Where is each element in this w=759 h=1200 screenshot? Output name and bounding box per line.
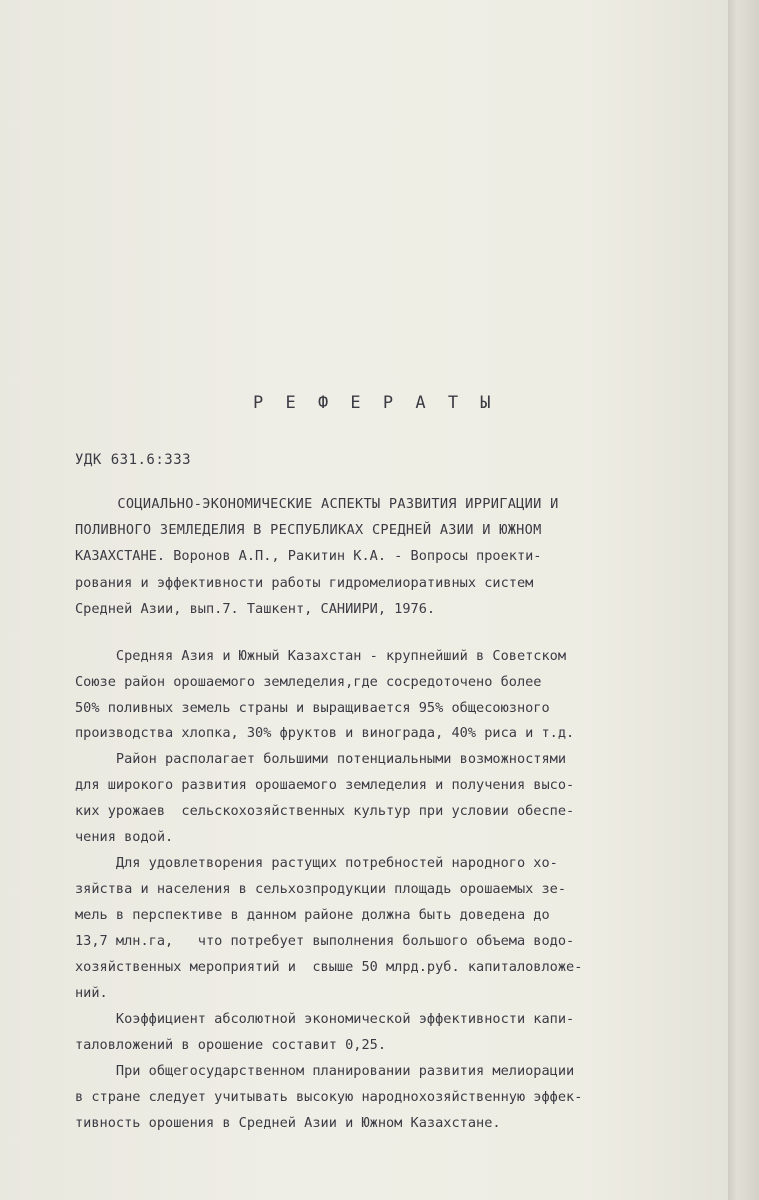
body-line: 13,7 млн.га, что потребует выполнения большого объема водо- [75,933,575,949]
reference-line: ПОЛИВНОГО ЗЕМЛЕДЕЛИЯ В РЕСПУБЛИКАХ СРЕДНЕЙ АЗИИ И ЮЖНОМ [75,522,542,538]
body-line: ких урожаев сельскохозяйственных культур при условии обеспе- [75,803,575,819]
body-line: мель в перспективе в данном районе должна быть доведена до [75,907,550,923]
body-line: Район располагает большими потенциальными возможностями [75,751,567,767]
body-line: Коэффициент абсолютной экономической эффективности капи- [75,1011,575,1027]
body-line: чения водой. [75,829,174,845]
body-line: ний. [75,985,108,1001]
body-line: 50% поливных земель страны и выращивается 95% общесоюзного [75,700,550,716]
udk-code: УДК 631.6:333 [75,452,192,468]
body-line: При общегосударственном планировании развития мелиорации [75,1063,575,1079]
body-line: для широкого развития орошаемого земледелия и получения высо- [75,777,575,793]
body-line: хозяйственных мероприятий и свыше 50 млрд.руб. капиталовложе- [75,959,583,975]
body-line: таловложений в орошение составит 0,25. [75,1037,386,1053]
body-line: в стране следует учитывать высокую народнохозяйственную эффек- [75,1089,583,1105]
reference-line: Средней Азии, вып.7. Ташкент, САНИИРИ, 1976. [75,601,436,617]
body-line: тивность орошения в Средней Азии и Южном Казахстане. [75,1115,501,1131]
body-line: Для удовлетворения растущих потребностей народного хо- [75,855,558,871]
page-title: Р Е Ф Е Р А Т Ы [253,393,497,413]
body-line: Средняя Азия и Южный Казахстан - крупнейший в Советском [75,648,567,664]
reference-line: КАЗАХСТАНЕ. Воронов А.П., Ракитин К.А. - Вопросы проекти- [75,548,542,564]
reference-line: рования и эффективности работы гидромелиоративных систем [75,575,534,591]
body-line: Союзе район орошаемого земледелия,где сосредоточено более [75,674,542,690]
body-line: зяйства и населения в сельхозпродукции площадь орошаемых зе- [75,881,567,897]
body-line: производства хлопка, 30% фруктов и винограда, 40% риса и т.д. [75,725,575,741]
page-edge [728,0,759,1200]
reference-line: СОЦИАЛЬНО-ЭКОНОМИЧЕСКИЕ АСПЕКТЫ РАЗВИТИЯ ИРРИГАЦИИ И [75,496,559,512]
